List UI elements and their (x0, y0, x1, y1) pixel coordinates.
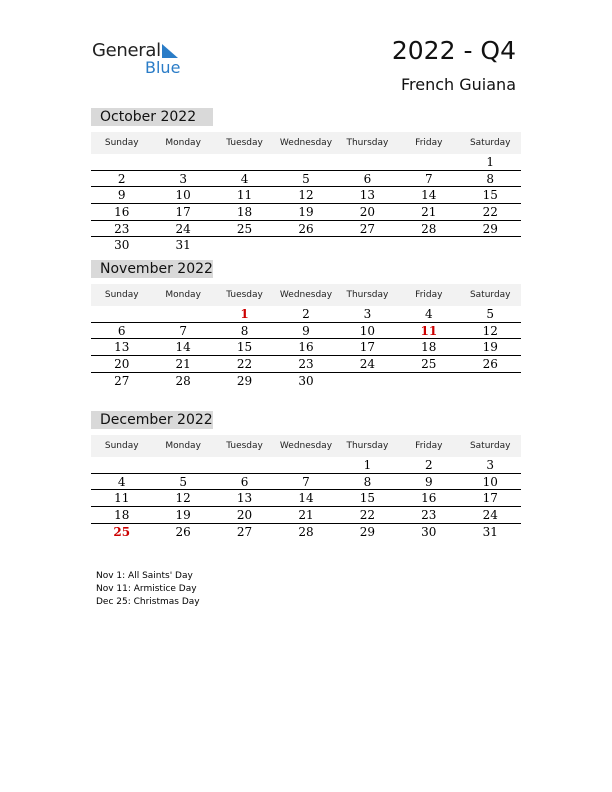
month-header: November 2022 (91, 260, 213, 278)
weekday-label: Tuesday (226, 441, 263, 451)
page-title: 2022 - Q4 (391, 36, 516, 65)
day-cell: 26 (298, 221, 314, 236)
day-cell: 18 (421, 340, 437, 355)
week-row (91, 474, 521, 491)
day-cell: 15 (236, 340, 253, 355)
region-name: French Guiana (400, 75, 516, 94)
day-cell: 20 (236, 508, 253, 523)
day-cell (214, 237, 275, 254)
day-cell: 20 (114, 357, 130, 372)
day-cell: 12 (482, 323, 498, 338)
weekday-label: Wednesday (279, 290, 333, 300)
logo-general-text: General (92, 40, 161, 61)
weekday-label: Tuesday (226, 290, 263, 300)
day-cell: 29 (359, 524, 376, 539)
logo-blue-text: Blue (145, 58, 181, 77)
day-cell: 15 (359, 491, 376, 506)
day-cell: 30 (114, 238, 130, 253)
day-cell: 29 (236, 373, 253, 388)
day-cell: 20 (359, 205, 376, 220)
day-cell: 15 (482, 188, 498, 203)
day-cell (91, 154, 152, 170)
day-cell: 13 (114, 340, 130, 355)
logo-triangle-icon (162, 44, 178, 58)
holiday-list (96, 570, 200, 609)
day-cell: 24 (175, 221, 191, 236)
day-cell: 3 (179, 171, 187, 186)
day-cell: 25 (421, 357, 437, 372)
day-cell: 14 (175, 340, 191, 355)
week-row (91, 187, 521, 204)
day-cell: 22 (359, 508, 376, 523)
day-cell: 21 (175, 357, 191, 372)
day-cell: 4 (425, 307, 433, 321)
day-cell: 1 (363, 458, 372, 472)
weekday-label: Friday (415, 290, 443, 300)
day-cell: 6 (117, 323, 126, 338)
holiday-day-cell: 11 (420, 323, 438, 338)
weekday-label: Sunday (104, 138, 139, 148)
day-cell (152, 306, 213, 322)
day-cell (91, 306, 152, 322)
day-cell (275, 237, 336, 254)
month-block (91, 260, 521, 389)
week-row (91, 373, 521, 390)
day-cell: 13 (359, 188, 376, 203)
holiday-entry: Nov 1: All Saints' Day (96, 571, 193, 581)
week-row (91, 339, 521, 356)
week-row (91, 356, 521, 373)
day-cell: 23 (114, 221, 130, 236)
weekday-label: Thursday (346, 138, 389, 148)
weekday-label: Saturday (469, 138, 511, 148)
day-cell: 6 (363, 171, 372, 186)
day-cell (460, 237, 521, 254)
day-cell: 10 (359, 323, 376, 338)
month-block (91, 411, 521, 540)
day-cell: 25 (236, 221, 253, 236)
holiday-entry: Dec 25: Christmas Day (96, 597, 200, 607)
day-cell: 31 (482, 524, 498, 539)
day-cell: 8 (240, 323, 249, 338)
day-cell: 17 (482, 491, 498, 506)
day-cell: 27 (359, 221, 376, 236)
weekday-label: Friday (415, 441, 443, 451)
day-cell: 10 (482, 474, 498, 489)
day-cell (398, 373, 459, 390)
weekday-label: Thursday (346, 290, 389, 300)
week-row (91, 524, 521, 541)
weekday-label: Tuesday (226, 138, 263, 148)
day-cell: 16 (114, 205, 130, 220)
day-cell: 24 (359, 357, 376, 372)
day-cell: 18 (114, 508, 130, 523)
day-cell: 2 (302, 307, 310, 321)
day-cell: 26 (482, 357, 498, 372)
weekday-label: Wednesday (279, 441, 333, 451)
day-cell (214, 154, 275, 170)
month-block (91, 108, 521, 254)
week-row (91, 171, 521, 188)
day-cell: 24 (482, 508, 498, 523)
day-cell (275, 154, 336, 170)
day-cell: 23 (298, 357, 314, 372)
week-row (91, 457, 521, 474)
holiday-day-cell: 25 (113, 524, 131, 539)
weekday-label: Friday (415, 138, 443, 148)
day-cell: 8 (486, 171, 495, 186)
day-cell: 7 (179, 323, 187, 338)
day-cell: 13 (236, 491, 253, 506)
day-cell: 17 (359, 340, 376, 355)
day-cell: 1 (486, 155, 495, 169)
day-cell: 16 (421, 491, 437, 506)
day-cell: 6 (240, 474, 249, 489)
day-cell: 26 (175, 524, 191, 539)
day-cell: 7 (302, 474, 310, 489)
day-cell: 21 (298, 508, 314, 523)
holiday-day-cell: 1 (240, 307, 249, 321)
day-cell (275, 457, 336, 473)
day-cell (398, 237, 459, 254)
day-cell: 3 (486, 458, 495, 472)
day-cell: 30 (298, 373, 314, 388)
day-cell: 11 (114, 491, 130, 506)
day-cell: 22 (236, 357, 253, 372)
day-cell: 14 (421, 188, 437, 203)
day-cell: 5 (486, 307, 495, 321)
week-row (91, 204, 521, 221)
day-cell: 10 (175, 188, 191, 203)
day-cell: 28 (421, 221, 437, 236)
weekday-label: Monday (165, 138, 201, 148)
day-cell: 2 (425, 458, 433, 472)
week-row (91, 237, 521, 254)
day-cell: 9 (302, 323, 310, 338)
day-cell: 28 (298, 524, 314, 539)
weekday-label: Wednesday (279, 138, 333, 148)
weekday-label: Monday (165, 290, 201, 300)
month-header: December 2022 (91, 411, 213, 429)
day-cell (337, 373, 398, 390)
day-cell: 2 (117, 171, 126, 186)
day-cell (214, 457, 275, 473)
weekday-header-row (91, 132, 521, 154)
day-cell: 3 (363, 307, 372, 321)
weekday-label: Thursday (346, 441, 389, 451)
day-cell: 22 (482, 205, 498, 220)
weekday-label: Saturday (469, 290, 511, 300)
day-cell: 12 (298, 188, 314, 203)
day-cell: 31 (175, 238, 191, 253)
day-cell: 19 (298, 205, 314, 220)
day-cell: 8 (363, 474, 372, 489)
day-cell: 27 (236, 524, 253, 539)
weekday-label: Monday (165, 441, 201, 451)
day-cell: 28 (175, 373, 191, 388)
weekday-label: Saturday (469, 441, 511, 451)
day-cell: 21 (421, 205, 437, 220)
month-header: October 2022 (91, 108, 213, 126)
day-cell: 14 (298, 491, 314, 506)
day-cell: 16 (298, 340, 314, 355)
holiday-entry: Nov 11: Armistice Day (96, 584, 197, 594)
weekday-header-row (91, 284, 521, 306)
day-cell: 19 (175, 508, 191, 523)
week-row (91, 154, 521, 171)
day-cell: 11 (236, 188, 253, 203)
day-cell: 12 (175, 491, 191, 506)
day-cell: 23 (421, 508, 437, 523)
logo (92, 40, 192, 80)
day-cell: 19 (482, 340, 498, 355)
weekday-label: Sunday (104, 441, 139, 451)
day-cell: 18 (236, 205, 253, 220)
day-cell (398, 154, 459, 170)
day-cell: 7 (425, 171, 433, 186)
day-cell: 9 (425, 474, 433, 489)
week-row (91, 490, 521, 507)
day-cell: 17 (175, 205, 191, 220)
day-cell (91, 457, 152, 473)
day-cell (460, 373, 521, 390)
day-cell (152, 457, 213, 473)
day-cell: 5 (179, 474, 187, 489)
day-cell (337, 237, 398, 254)
weekday-label: Sunday (104, 290, 139, 300)
week-row (91, 221, 521, 238)
day-cell (152, 154, 213, 170)
day-cell: 30 (421, 524, 437, 539)
week-row (91, 306, 521, 323)
weekday-header-row (91, 435, 521, 457)
day-cell: 4 (117, 474, 126, 489)
day-cell: 9 (117, 188, 126, 203)
day-cell: 5 (302, 171, 310, 186)
day-cell (337, 154, 398, 170)
day-cell: 4 (240, 171, 249, 186)
day-cell: 27 (114, 373, 130, 388)
day-cell: 29 (482, 221, 498, 236)
week-row (91, 323, 521, 340)
week-row (91, 507, 521, 524)
